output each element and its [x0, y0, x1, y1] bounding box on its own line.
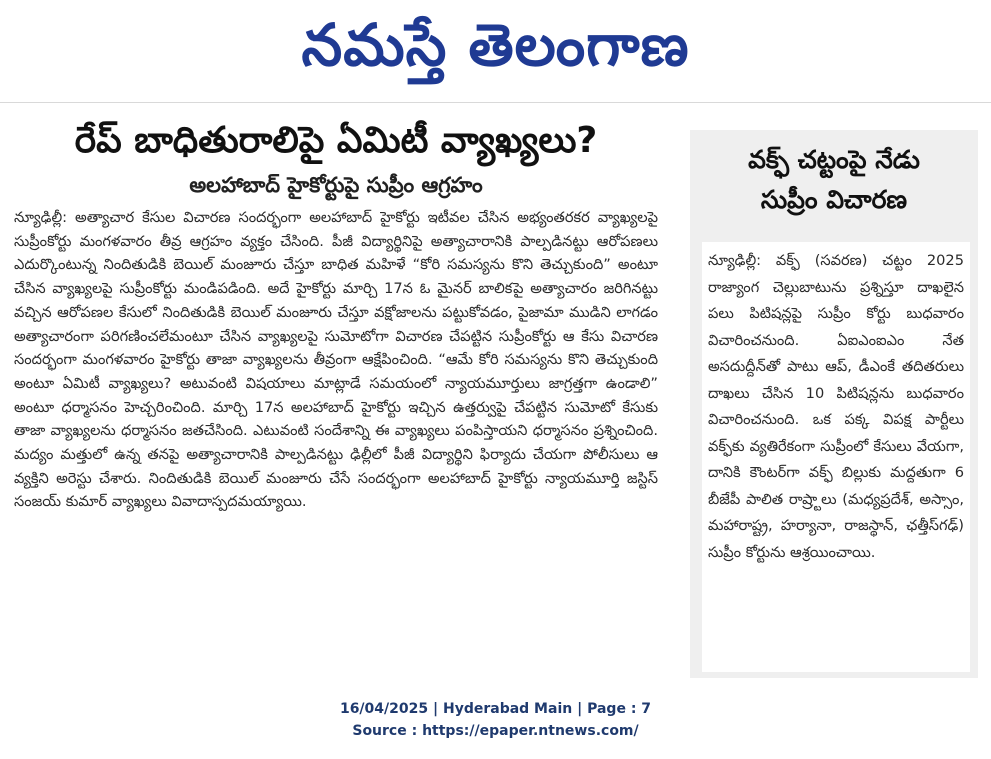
footer-source: Source : https://epaper.ntnews.com/: [352, 723, 639, 739]
footer-page: Page : 7: [587, 701, 652, 717]
footer-date: 16/04/2025: [339, 701, 429, 717]
page-footer: [0, 698, 991, 742]
side-article-box: [690, 130, 978, 678]
lead-body-text: న్యూఢిల్లీ: అత్యాచార కేసుల విచారణ సందర్భంగా అలహాబాద్ హైకోర్టు ఇటీవల చేసిన అభ్యంతరకర వ్యాఖ్యలపై సుప్రీంకోర్టు మంగళవారం తీవ్ర ఆగ్రహం వ్యక్తం చేసింది. పీజీ విద్యార్థినిపై అత్యాచారానికి పాల్పడినట్టు ఆరోపణలు ఎదుర్కొంటున్న నిందితుడికి బెయిల్ మంజూరు చేస్తూ బాధిత మహిళే “కోరి సమస్యను కొని తెచ్చుకుంది” అంటూ చేసిన వ్యాఖ్యలపై సుప్రీంకోర్టు మండిపడింది. అదే హైకోర్టు మార్చి 17న ఓ మైనర్ బాలికపై అత్యాచారం జరిగినట్టు వచ్చిన ఆరోపణల కేసులో నిందితుడికి బెయిల్ మంజూరు చేస్తూ వక్షోజాలను పట్టుకోవడం, పైజామా ముడిని లాగడం అత్యాచారంగా పరిగణించలేమంటూ చేసిన వ్యాఖ్యలపై సుమోటోగా విచారణ చేపట్టిన సుప్రీంకోర్టు ఆ కేసు విచారణ సందర్భంగా మంగళవారం హైకోర్టు తాజా వ్యాఖ్యలను తీవ్రంగా ఆక్షేపించింది. “ఆమే కోరి సమస్యను కొని తెచ్చుకుంది అంటూ ఏమిటీ వ్యాఖ్యలు? అటువంటి విషయాలు మాట్లాడే సమయంలో న్యాయమూర్తులు జాగ్రత్తగా ఉండాలి” అంటూ ధర్మాసనం హెచ్చరించింది. మార్చి 17న అలహాబాద్ హైకోర్టు ఇచ్చిన ఉత్తర్వుపై చేపట్టిన సుమోటో కేసుకు తాజా వ్యాఖ్యలను ధర్మాసనం జతచేసింది. ఎటువంటి సందేశాన్ని ఈ వ్యాఖ్యలు పంపిస్తాయని ధర్మాసనం ప్రశ్నించింది. మద్యం మత్తులో ఉన్న తనపై అత్యాచారానికి పాల్పడినట్టు ఢిల్లీలో పీజీ విద్యార్థిని ఫిర్యాదు చేయగా పోలీసులు ఆ వ్యక్తిని అరెస్టు చేశారు. నిందితుడికి బెయిల్ మంజూరు చేసే సందర్భంగా అలహాబాద్ హైకోర్టు న్యాయమూర్తి జస్టిస్ సంజయ్ కుమార్ వ్యాఖ్యలు వివాదాస్పదమయ్యాయి.: [14, 209, 658, 511]
masthead: [0, 4, 991, 90]
lead-headline: రేప్ బాధితురాలిపై ఏమిటీ వ్యాఖ్యలు?: [74, 120, 598, 161]
footer-edition: Hyderabad Main: [442, 701, 573, 717]
side-article-body-panel: [702, 242, 970, 672]
footer-edition-line: 16/04/2025 | Hyderabad Main | Page : 7: [339, 701, 652, 717]
side-headline: [690, 140, 978, 220]
masthead-divider: [0, 102, 991, 103]
newspaper-logo-title: నమస్తే తెలంగాణ: [301, 11, 690, 79]
side-body-text: న్యూఢిల్లీ: వక్ఫ్ (సవరణ) చట్టం 2025 రాజ్యాంగ చెల్లుబాటును ప్రశ్నిస్తూ దాఖలైన పలు పిటిషన్లపై సుప్రీం కోర్టు బుధవారం విచారించనుంది. ఏఐఎంఐఎం నేత అసదుద్దీన్‌తో పాటు ఆప్, డీఎంకే తదితరులు దాఖలు చేసిన 10 పిటిషన్లను బుధవారం విచారించనుంది. ఒక పక్క విపక్ష పార్టీలు వక్ఫ్‌కు వ్యతిరేకంగా సుప్రీంలో కేసులు వేయగా, దానికి కౌంటర్‌గా వక్ఫ్ బిల్లుకు మద్దతుగా 6 బీజేపీ పాలిత రాష్ర్టాలు (మధ్యప్రదేశ్, అస్సాం, మహారాష్ట్ర, హర్యానా, రాజస్థాన్, ఛత్తీస్‌గఢ్) సుప్రీం కోర్టును ఆశ్రయించాయి.: [708, 252, 964, 561]
lead-article: [10, 118, 662, 514]
side-headline-line2: సుప్రీం విచారణ: [760, 185, 908, 214]
side-headline-line1: వక్ఫ్ చట్టంపై నేడు: [748, 145, 920, 174]
lead-subheadline: అలహాబాద్ హైకోర్టుపై సుప్రీం ఆగ్రహం: [189, 173, 483, 197]
